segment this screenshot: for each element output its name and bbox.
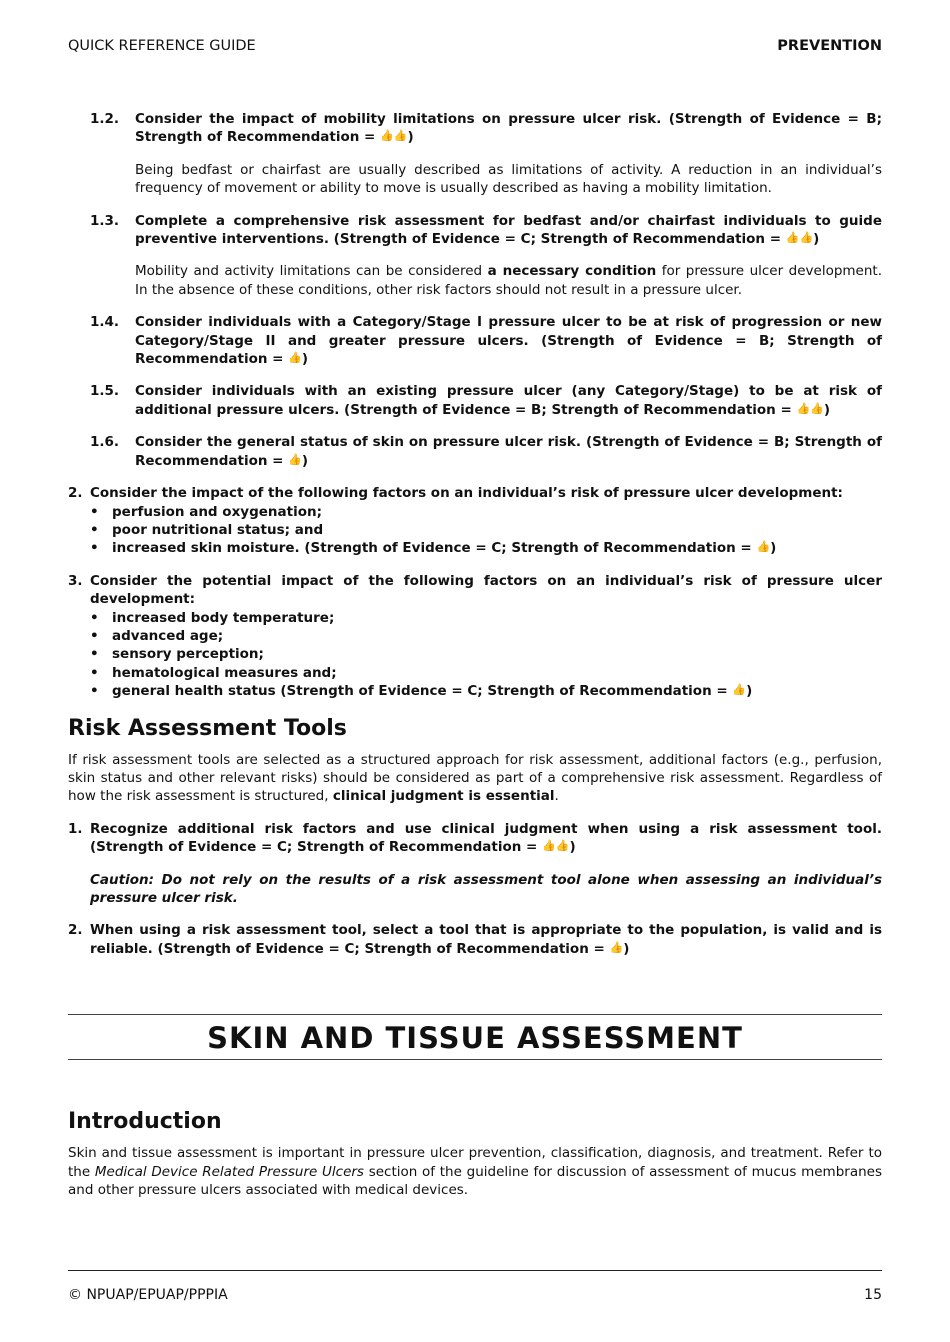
- section-title-banner: [68, 1014, 882, 1060]
- thumbs-up-icon: 👍: [380, 129, 394, 143]
- recommendation-number: 1.: [68, 820, 83, 837]
- recommendation-3: [68, 572, 882, 701]
- thumbs-up-icon: 👍: [732, 683, 747, 697]
- rat-recommendation-2: [68, 921, 882, 958]
- recommendation-number: 3.: [68, 572, 83, 589]
- thumbs-up-icon: 👍: [810, 401, 824, 415]
- recommendation-detail: Being bedfast or chairfast are usually described as limitations of activity. A reduction in an individual’s frequency of movement or ability to move is usually described as having a mobility limitation.: [135, 161, 882, 197]
- copyright-text: © NPUAP/EPUAP/PPPIA: [68, 1287, 228, 1303]
- thumbs-up-icon: 👍: [288, 452, 302, 466]
- recommendation-2: [68, 484, 882, 558]
- thumbs-up-icon: 👍: [542, 839, 556, 853]
- introduction-text: Skin and tissue assessment is important in pressure ulcer prevention, classification, diagnosis, and treatment. Refer to the Medical Device Related Pressure Ulcers section of the guideline for discussion of assessment of mucus membranes and other pressure ulcers associated with medical devices.: [68, 1145, 882, 1199]
- recommendation-detail: Mobility and activity limitations can be considered a necessary condition for pressure ulcer development. In the absence of these conditions, other risk factors should not result in a pressure ulcer.: [135, 263, 882, 298]
- introduction-heading: Introduction: [68, 1109, 222, 1135]
- recommendation-statement: Consider the potential impact of the following factors on an individual’s risk of pressure ulcer development:: [90, 572, 882, 608]
- recommendation-1-3: [68, 212, 882, 300]
- list-item: • hematological measures and;: [90, 664, 882, 682]
- recommendation-number: 1.6.: [90, 434, 120, 451]
- risk-assessment-tools-heading: Risk Assessment Tools: [68, 715, 347, 741]
- recommendation-statement: Consider the impact of the following factors on an individual’s risk of pressure ulcer development:: [90, 485, 843, 502]
- list-item: • advanced age;: [90, 627, 882, 645]
- recommendation-number: 1.5.: [90, 383, 120, 400]
- recommendation-number: 1.4.: [90, 314, 120, 331]
- rat-recommendation-1: [68, 820, 882, 908]
- risk-assessment-tools-intro: If risk assessment tools are selected as a structured approach for risk assessment, additional factors (e.g., perfusion, skin status and other relevant risks) should be considered as part of a comprehensive risk assessment. Regardless of how the risk assessment is structured, clinical judgment is essential.: [68, 751, 882, 805]
- header-guide-title: QUICK REFERENCE GUIDE: [68, 38, 256, 54]
- recommendation-1-4: [68, 313, 882, 368]
- page-footer: [68, 1270, 882, 1303]
- thumbs-up-icon: 👍: [756, 540, 771, 554]
- recommendation-1-6: [68, 433, 882, 470]
- thumbs-up-icon: 👍: [796, 401, 811, 415]
- list-item: • sensory perception;: [90, 645, 882, 663]
- recommendation-statement: Consider individuals with an existing pressure ulcer (any Category/Stage) to be at risk of additional pressure ulcers. (Strength of Evidence = B; Strength of Recommendation = 👍👍): [135, 383, 882, 418]
- recommendation-statement: When using a risk assessment tool, select a tool that is appropriate to the population, is valid and is reliable. (Strength of Evidence = C; Strength of Recommendation = 👍): [90, 922, 882, 957]
- thumbs-up-icon: 👍: [609, 940, 624, 954]
- header-section-name: PREVENTION: [777, 38, 882, 54]
- page-number: 15: [864, 1287, 882, 1303]
- recommendation-number: 1.2.: [90, 111, 120, 127]
- section-title: SKIN AND TISSUE ASSESSMENT: [207, 1021, 743, 1056]
- list-item: • increased body temperature;: [90, 609, 882, 627]
- recommendation-number: 2.: [68, 485, 83, 502]
- list-item: • general health status (Strength of Evidence = C; Strength of Recommendation = 👍): [90, 682, 882, 700]
- risk-factor-list: [90, 503, 882, 558]
- recommendation-number: 2.: [68, 922, 83, 939]
- list-item: • increased skin moisture. (Strength of Evidence = C; Strength of Recommendation = 👍): [90, 539, 882, 557]
- list-item: • perfusion and oxygenation;: [90, 503, 882, 521]
- page-content: [68, 110, 882, 1213]
- recommendation-statement: Consider individuals with a Category/Stage I pressure ulcer to be at risk of progression or new Category/Stage II and greater pressure ulcers. (Strength of Evidence = B; Strength of Recommendation = 👍): [135, 314, 882, 368]
- thumbs-up-icon: 👍: [288, 351, 302, 365]
- thumbs-up-icon: 👍: [393, 129, 408, 143]
- recommendation-1-2: [68, 110, 882, 198]
- caution-note: Caution: Do not rely on the results of a risk assessment tool alone when assessing an individual’s pressure ulcer risk.: [90, 871, 882, 906]
- recommendation-1-5: [68, 382, 882, 419]
- recommendation-number: 1.3.: [90, 212, 120, 229]
- thumbs-up-icon: 👍: [799, 231, 814, 245]
- thumbs-up-icon: 👍: [785, 231, 800, 245]
- list-item: • poor nutritional status; and: [90, 521, 882, 539]
- risk-factor-list: [90, 609, 882, 701]
- thumbs-up-icon: 👍: [555, 839, 570, 853]
- recommendation-statement: Recognize additional risk factors and use clinical judgment when using a risk assessment tool. (Strength of Evidence = C; Strength of Recommendation = 👍👍): [90, 820, 882, 856]
- recommendation-statement: Complete a comprehensive risk assessment for bedfast and/or chairfast individuals to guide preventive interventions. (Strength of Evidence = C; Strength of Recommendation = 👍👍): [135, 212, 882, 248]
- recommendation-statement: Consider the general status of skin on pressure ulcer risk. (Strength of Evidence = B; Strength of Recommendation = 👍): [135, 434, 882, 469]
- recommendation-statement: Consider the impact of mobility limitations on pressure ulcer risk. (Strength of Evidence = B; Strength of Recommendation = 👍👍): [135, 111, 882, 146]
